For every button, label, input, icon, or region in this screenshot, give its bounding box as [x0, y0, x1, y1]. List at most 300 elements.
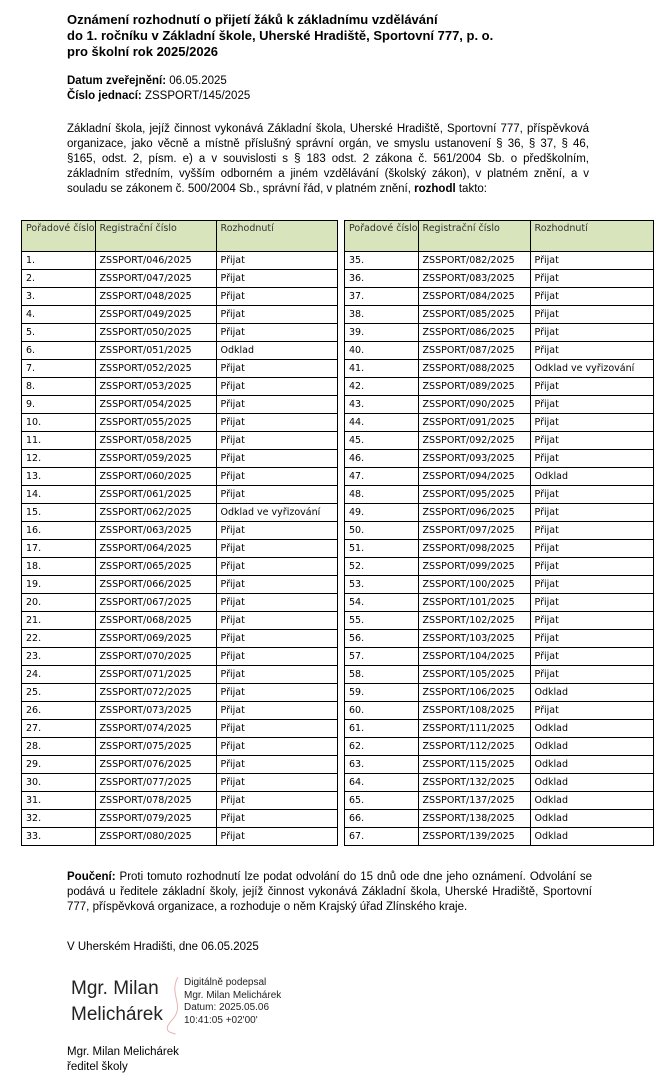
- table-row: [22, 468, 338, 486]
- table-row: [345, 342, 654, 360]
- cell-registration: ZSSPORT/080/2025: [95, 828, 216, 846]
- cell-decision: Přijat: [216, 396, 337, 414]
- table-row: [345, 504, 654, 522]
- table-row: [345, 630, 654, 648]
- table-header-row: [345, 221, 654, 252]
- table-row: [345, 270, 654, 288]
- table-row: [22, 270, 338, 288]
- cell-order: 42.: [345, 378, 419, 396]
- cell-decision: Přijat: [530, 414, 653, 432]
- cell-order: 37.: [345, 288, 419, 306]
- cell-decision: Přijat: [216, 432, 337, 450]
- cell-decision: Odklad: [530, 738, 653, 756]
- cell-order: 48.: [345, 486, 419, 504]
- cell-order: 14.: [22, 486, 96, 504]
- table-row: [22, 828, 338, 846]
- cell-order: 32.: [22, 810, 96, 828]
- table-row: [345, 360, 654, 378]
- cell-registration: ZSSPORT/104/2025: [418, 648, 530, 666]
- cell-registration: ZSSPORT/094/2025: [418, 468, 530, 486]
- cell-order: 19.: [22, 576, 96, 594]
- table-row: [22, 504, 338, 522]
- cell-order: 29.: [22, 756, 96, 774]
- cell-registration: ZSSPORT/083/2025: [418, 270, 530, 288]
- decision-table-left: [21, 220, 338, 846]
- table-row: [22, 558, 338, 576]
- cell-registration: ZSSPORT/051/2025: [95, 342, 216, 360]
- cell-decision: Přijat: [530, 486, 653, 504]
- table-row: [22, 288, 338, 306]
- cell-order: 21.: [22, 612, 96, 630]
- header-order: Pořadové číslo: [345, 221, 419, 252]
- table-row: [345, 756, 654, 774]
- cell-decision: Přijat: [530, 702, 653, 720]
- table-row: [22, 648, 338, 666]
- signature-name-line-1: Mgr. Milan: [71, 978, 159, 999]
- publish-date-label: Datum zveřejnění:: [67, 75, 167, 87]
- cell-order: 64.: [345, 774, 419, 792]
- cell-registration: ZSSPORT/097/2025: [418, 522, 530, 540]
- decision-table-right: [344, 220, 654, 846]
- cell-order: 24.: [22, 666, 96, 684]
- cell-registration: ZSSPORT/091/2025: [418, 414, 530, 432]
- cell-registration: ZSSPORT/089/2025: [418, 378, 530, 396]
- cell-order: 36.: [345, 270, 419, 288]
- table-row: [22, 702, 338, 720]
- cell-decision: Přijat: [216, 378, 337, 396]
- cell-decision: Přijat: [216, 288, 337, 306]
- cell-registration: ZSSPORT/102/2025: [418, 612, 530, 630]
- cell-registration: ZSSPORT/060/2025: [95, 468, 216, 486]
- cell-order: 3.: [22, 288, 96, 306]
- cell-order: 12.: [22, 450, 96, 468]
- cell-order: 61.: [345, 720, 419, 738]
- cell-order: 28.: [22, 738, 96, 756]
- cell-decision: Přijat: [216, 306, 337, 324]
- table-row: [22, 612, 338, 630]
- cell-registration: ZSSPORT/062/2025: [95, 504, 216, 522]
- cell-decision: Přijat: [216, 270, 337, 288]
- cell-decision: Přijat: [530, 432, 653, 450]
- cell-decision: Přijat: [530, 558, 653, 576]
- table-row: [345, 306, 654, 324]
- table-row: [22, 666, 338, 684]
- cell-order: 66.: [345, 810, 419, 828]
- table-row: [345, 576, 654, 594]
- cell-order: 44.: [345, 414, 419, 432]
- cell-registration: ZSSPORT/101/2025: [418, 594, 530, 612]
- cell-decision: Přijat: [530, 306, 653, 324]
- header-decision: Rozhodnutí: [530, 221, 653, 252]
- cell-order: 7.: [22, 360, 96, 378]
- cell-registration: ZSSPORT/090/2025: [418, 396, 530, 414]
- table-row: [22, 378, 338, 396]
- cell-order: 31.: [22, 792, 96, 810]
- table-row: [345, 324, 654, 342]
- cell-registration: ZSSPORT/084/2025: [418, 288, 530, 306]
- cell-decision: Přijat: [216, 522, 337, 540]
- table-row: [345, 612, 654, 630]
- cell-order: 33.: [22, 828, 96, 846]
- header-decision: Rozhodnutí: [216, 221, 337, 252]
- table-row: [345, 774, 654, 792]
- signature-detail-line: Datum: 2025.05.06: [184, 1002, 270, 1013]
- cell-order: 4.: [22, 306, 96, 324]
- cell-registration: ZSSPORT/068/2025: [95, 612, 216, 630]
- table-row: [22, 342, 338, 360]
- table-row: [345, 396, 654, 414]
- cell-registration: ZSSPORT/093/2025: [418, 450, 530, 468]
- cell-registration: ZSSPORT/099/2025: [418, 558, 530, 576]
- reference-label: Číslo jednací:: [67, 90, 142, 102]
- cell-decision: Odklad: [530, 792, 653, 810]
- cell-registration: ZSSPORT/100/2025: [418, 576, 530, 594]
- cell-registration: ZSSPORT/049/2025: [95, 306, 216, 324]
- cell-registration: ZSSPORT/055/2025: [95, 414, 216, 432]
- signature-details: [184, 977, 281, 1027]
- cell-registration: ZSSPORT/138/2025: [418, 810, 530, 828]
- cell-decision: Přijat: [530, 324, 653, 342]
- cell-order: 60.: [345, 702, 419, 720]
- cell-order: 46.: [345, 450, 419, 468]
- cell-order: 30.: [22, 774, 96, 792]
- cell-order: 17.: [22, 540, 96, 558]
- cell-decision: Přijat: [216, 774, 337, 792]
- cell-registration: ZSSPORT/063/2025: [95, 522, 216, 540]
- cell-registration: ZSSPORT/066/2025: [95, 576, 216, 594]
- cell-order: 39.: [345, 324, 419, 342]
- cell-registration: ZSSPORT/079/2025: [95, 810, 216, 828]
- cell-decision: Přijat: [216, 612, 337, 630]
- cell-registration: ZSSPORT/076/2025: [95, 756, 216, 774]
- cell-decision: Přijat: [216, 828, 337, 846]
- cell-registration: ZSSPORT/115/2025: [418, 756, 530, 774]
- table-row: [345, 594, 654, 612]
- cell-order: 59.: [345, 684, 419, 702]
- table-row: [22, 396, 338, 414]
- table-row: [345, 522, 654, 540]
- cell-registration: ZSSPORT/082/2025: [418, 252, 530, 270]
- cell-order: 8.: [22, 378, 96, 396]
- table-row: [345, 738, 654, 756]
- cell-registration: ZSSPORT/073/2025: [95, 702, 216, 720]
- table-row: [22, 360, 338, 378]
- cell-order: 45.: [345, 432, 419, 450]
- table-row: [22, 774, 338, 792]
- cell-decision: Odklad: [530, 756, 653, 774]
- reference-number: [67, 89, 250, 104]
- cell-decision: Přijat: [530, 396, 653, 414]
- cell-decision: Odklad: [530, 810, 653, 828]
- cell-decision: Odklad ve vyřizování: [530, 360, 653, 378]
- signatory-role: ředitel školy: [67, 1061, 128, 1073]
- cell-registration: ZSSPORT/086/2025: [418, 324, 530, 342]
- cell-registration: ZSSPORT/075/2025: [95, 738, 216, 756]
- cell-decision: Přijat: [216, 540, 337, 558]
- cell-registration: ZSSPORT/103/2025: [418, 630, 530, 648]
- appeal-text: Proti tomuto rozhodnutí lze podat odvolání do 15 dnů ode dne jeho oznámení. Odvolání se podává u ředitele základní školy, jejíž činnost vykonává Základní škola, Uherské Hradiště, Sportovní 777, příspěvková organizace, a rozhoduje o něm Krajský úřad Zlínského kraje.: [67, 871, 592, 913]
- cell-order: 15.: [22, 504, 96, 522]
- document-meta: [67, 74, 250, 104]
- table-row: [345, 252, 654, 270]
- intro-text: Základní škola, jejíž činnost vykonává Základní škola, Uherské Hradiště, Sportovní 777, příspěvková organizace, jako věcně a místně příslušný správní orgán, ve smyslu ustanovení § 36, § 37, § 46, §165, odst. 2, písm. e) a v souvislosti s § 183 odst. 2 zákona č. 561/2004 Sb. o předškolním, základním středním, vyšším odborném a jiném vzdělávání (školský zákon), v platném znění, a v souladu se zákonem č. 500/2004 Sb., správní řád, v platném znění,: [67, 123, 589, 195]
- table-row: [22, 720, 338, 738]
- cell-decision: Přijat: [530, 630, 653, 648]
- table-row: [22, 594, 338, 612]
- table-row: [22, 324, 338, 342]
- table-row: [22, 792, 338, 810]
- cell-order: 2.: [22, 270, 96, 288]
- intro-end: takto:: [455, 183, 487, 195]
- cell-registration: ZSSPORT/088/2025: [418, 360, 530, 378]
- cell-registration: ZSSPORT/096/2025: [418, 504, 530, 522]
- cell-order: 41.: [345, 360, 419, 378]
- cell-decision: Přijat: [530, 378, 653, 396]
- table-row: [22, 684, 338, 702]
- cell-order: 10.: [22, 414, 96, 432]
- cell-order: 43.: [345, 396, 419, 414]
- cell-registration: ZSSPORT/077/2025: [95, 774, 216, 792]
- cell-decision: Přijat: [530, 288, 653, 306]
- cell-decision: Odklad ve vyřizování: [216, 504, 337, 522]
- cell-decision: Přijat: [216, 324, 337, 342]
- cell-decision: Přijat: [216, 252, 337, 270]
- table-row: [22, 540, 338, 558]
- cell-order: 11.: [22, 432, 96, 450]
- cell-order: 13.: [22, 468, 96, 486]
- header-registration: Registrační číslo: [95, 221, 216, 252]
- cell-registration: ZSSPORT/105/2025: [418, 666, 530, 684]
- cell-decision: Přijat: [530, 612, 653, 630]
- cell-registration: ZSSPORT/053/2025: [95, 378, 216, 396]
- cell-order: 51.: [345, 540, 419, 558]
- cell-decision: Přijat: [530, 594, 653, 612]
- cell-decision: Přijat: [216, 468, 337, 486]
- cell-registration: ZSSPORT/085/2025: [418, 306, 530, 324]
- cell-registration: ZSSPORT/074/2025: [95, 720, 216, 738]
- cell-registration: ZSSPORT/098/2025: [418, 540, 530, 558]
- cell-registration: ZSSPORT/070/2025: [95, 648, 216, 666]
- cell-order: 38.: [345, 306, 419, 324]
- cell-registration: ZSSPORT/061/2025: [95, 486, 216, 504]
- cell-registration: ZSSPORT/059/2025: [95, 450, 216, 468]
- cell-decision: Přijat: [216, 702, 337, 720]
- cell-decision: Přijat: [530, 252, 653, 270]
- table-row: [345, 558, 654, 576]
- cell-decision: Přijat: [216, 558, 337, 576]
- cell-registration: ZSSPORT/132/2025: [418, 774, 530, 792]
- cell-order: 57.: [345, 648, 419, 666]
- cell-registration: ZSSPORT/078/2025: [95, 792, 216, 810]
- cell-decision: Přijat: [216, 360, 337, 378]
- table-row: [345, 648, 654, 666]
- appeal-label: Poučení:: [67, 871, 116, 883]
- table-row: [22, 432, 338, 450]
- intro-bold: rozhodl: [414, 183, 456, 195]
- place-date: V Uherském Hradišti, dne 06.05.2025: [67, 941, 259, 953]
- table-row: [345, 810, 654, 828]
- cell-decision: Odklad: [216, 342, 337, 360]
- cell-order: 47.: [345, 468, 419, 486]
- signatory-name: Mgr. Milan Melichárek: [67, 1046, 179, 1058]
- cell-order: 65.: [345, 792, 419, 810]
- cell-order: 16.: [22, 522, 96, 540]
- cell-decision: Přijat: [530, 522, 653, 540]
- cell-order: 56.: [345, 630, 419, 648]
- cell-registration: ZSSPORT/112/2025: [418, 738, 530, 756]
- cell-registration: ZSSPORT/052/2025: [95, 360, 216, 378]
- signatory: [67, 1045, 179, 1075]
- publish-date: [67, 74, 250, 89]
- cell-registration: ZSSPORT/067/2025: [95, 594, 216, 612]
- cell-decision: Přijat: [530, 270, 653, 288]
- title-line-2: do 1. ročníku v Základní škole, Uherské Hradiště, Sportovní 777, p. o.: [67, 28, 494, 43]
- signature-name-line-2: Melichárek: [71, 1004, 163, 1025]
- cell-order: 58.: [345, 666, 419, 684]
- appeal-notice: [67, 870, 592, 915]
- cell-registration: ZSSPORT/071/2025: [95, 666, 216, 684]
- table-row: [345, 684, 654, 702]
- cell-order: 1.: [22, 252, 96, 270]
- table-row: [345, 792, 654, 810]
- cell-decision: Přijat: [216, 720, 337, 738]
- table-row: [345, 288, 654, 306]
- cell-registration: ZSSPORT/106/2025: [418, 684, 530, 702]
- signature-detail-line: 10:41:05 +02'00': [184, 1014, 258, 1026]
- cell-decision: Přijat: [216, 756, 337, 774]
- cell-order: 53.: [345, 576, 419, 594]
- signature-name: [71, 976, 163, 1028]
- cell-decision: Odklad: [530, 684, 653, 702]
- table-row: [22, 738, 338, 756]
- table-row: [345, 486, 654, 504]
- cell-order: 50.: [345, 522, 419, 540]
- table-row: [345, 720, 654, 738]
- cell-order: 5.: [22, 324, 96, 342]
- table-row: [345, 378, 654, 396]
- cell-registration: ZSSPORT/064/2025: [95, 540, 216, 558]
- cell-order: 35.: [345, 252, 419, 270]
- table-row: [345, 666, 654, 684]
- table-row: [345, 414, 654, 432]
- cell-decision: Odklad: [530, 828, 653, 846]
- cell-registration: ZSSPORT/065/2025: [95, 558, 216, 576]
- cell-registration: ZSSPORT/072/2025: [95, 684, 216, 702]
- cell-order: 18.: [22, 558, 96, 576]
- cell-registration: ZSSPORT/108/2025: [418, 702, 530, 720]
- cell-registration: ZSSPORT/092/2025: [418, 432, 530, 450]
- reference-value: ZSSPORT/145/2025: [144, 90, 251, 102]
- cell-order: 22.: [22, 630, 96, 648]
- cell-decision: Odklad: [530, 468, 653, 486]
- cell-order: 6.: [22, 342, 96, 360]
- table-row: [22, 630, 338, 648]
- cell-order: 27.: [22, 720, 96, 738]
- cell-order: 40.: [345, 342, 419, 360]
- cell-order: 52.: [345, 558, 419, 576]
- signature-detail-line: Mgr. Milan Melichárek: [184, 989, 282, 1001]
- cell-decision: Přijat: [216, 684, 337, 702]
- table-row: [22, 756, 338, 774]
- cell-decision: Přijat: [530, 666, 653, 684]
- cell-order: 55.: [345, 612, 419, 630]
- cell-registration: ZSSPORT/087/2025: [418, 342, 530, 360]
- cell-decision: Přijat: [216, 792, 337, 810]
- cell-order: 25.: [22, 684, 96, 702]
- cell-order: 54.: [345, 594, 419, 612]
- cell-registration: ZSSPORT/069/2025: [95, 630, 216, 648]
- cell-order: 23.: [22, 648, 96, 666]
- table-row: [22, 522, 338, 540]
- table-row: [22, 252, 338, 270]
- header-order: Pořadové číslo: [22, 221, 96, 252]
- title-line-1: Oznámení rozhodnutí o přijetí žáků k základnímu vzdělávání: [67, 12, 438, 27]
- cell-decision: Přijat: [216, 576, 337, 594]
- cell-decision: Odklad: [530, 720, 653, 738]
- cell-decision: Přijat: [216, 648, 337, 666]
- cell-order: 49.: [345, 504, 419, 522]
- table-row: [22, 306, 338, 324]
- cell-order: 62.: [345, 738, 419, 756]
- table-row: [345, 702, 654, 720]
- cell-registration: ZSSPORT/046/2025: [95, 252, 216, 270]
- cell-decision: Přijat: [530, 342, 653, 360]
- publish-date-value: 06.05.2025: [169, 75, 227, 87]
- cell-registration: ZSSPORT/058/2025: [95, 432, 216, 450]
- cell-decision: Přijat: [530, 648, 653, 666]
- cell-registration: ZSSPORT/050/2025: [95, 324, 216, 342]
- cell-registration: ZSSPORT/139/2025: [418, 828, 530, 846]
- cell-registration: ZSSPORT/095/2025: [418, 486, 530, 504]
- cell-decision: Přijat: [530, 504, 653, 522]
- cell-registration: ZSSPORT/047/2025: [95, 270, 216, 288]
- cell-decision: Přijat: [216, 810, 337, 828]
- cell-registration: ZSSPORT/054/2025: [95, 396, 216, 414]
- cell-decision: Přijat: [216, 594, 337, 612]
- table-row: [345, 450, 654, 468]
- table-row: [345, 432, 654, 450]
- cell-registration: ZSSPORT/048/2025: [95, 288, 216, 306]
- cell-order: 67.: [345, 828, 419, 846]
- table-row: [345, 828, 654, 846]
- cell-order: 9.: [22, 396, 96, 414]
- table-row: [22, 486, 338, 504]
- table-header-row: [22, 221, 338, 252]
- cell-order: 20.: [22, 594, 96, 612]
- cell-decision: Přijat: [216, 450, 337, 468]
- title-line-3: pro školní rok 2025/2026: [67, 44, 219, 59]
- cell-decision: Přijat: [530, 540, 653, 558]
- cell-decision: Přijat: [530, 576, 653, 594]
- table-row: [345, 540, 654, 558]
- cell-decision: Přijat: [216, 666, 337, 684]
- table-row: [22, 450, 338, 468]
- document-title: [67, 12, 493, 60]
- table-row: [22, 414, 338, 432]
- table-row: [22, 810, 338, 828]
- cell-decision: Přijat: [216, 486, 337, 504]
- header-registration: Registrační číslo: [418, 221, 530, 252]
- signature-detail-line: Digitálně podepsal: [184, 977, 267, 988]
- cell-registration: ZSSPORT/137/2025: [418, 792, 530, 810]
- cell-decision: Přijat: [216, 738, 337, 756]
- cell-decision: Přijat: [216, 414, 337, 432]
- table-row: [22, 576, 338, 594]
- cell-decision: Odklad: [530, 774, 653, 792]
- cell-order: 26.: [22, 702, 96, 720]
- cell-registration: ZSSPORT/111/2025: [418, 720, 530, 738]
- cell-order: 63.: [345, 756, 419, 774]
